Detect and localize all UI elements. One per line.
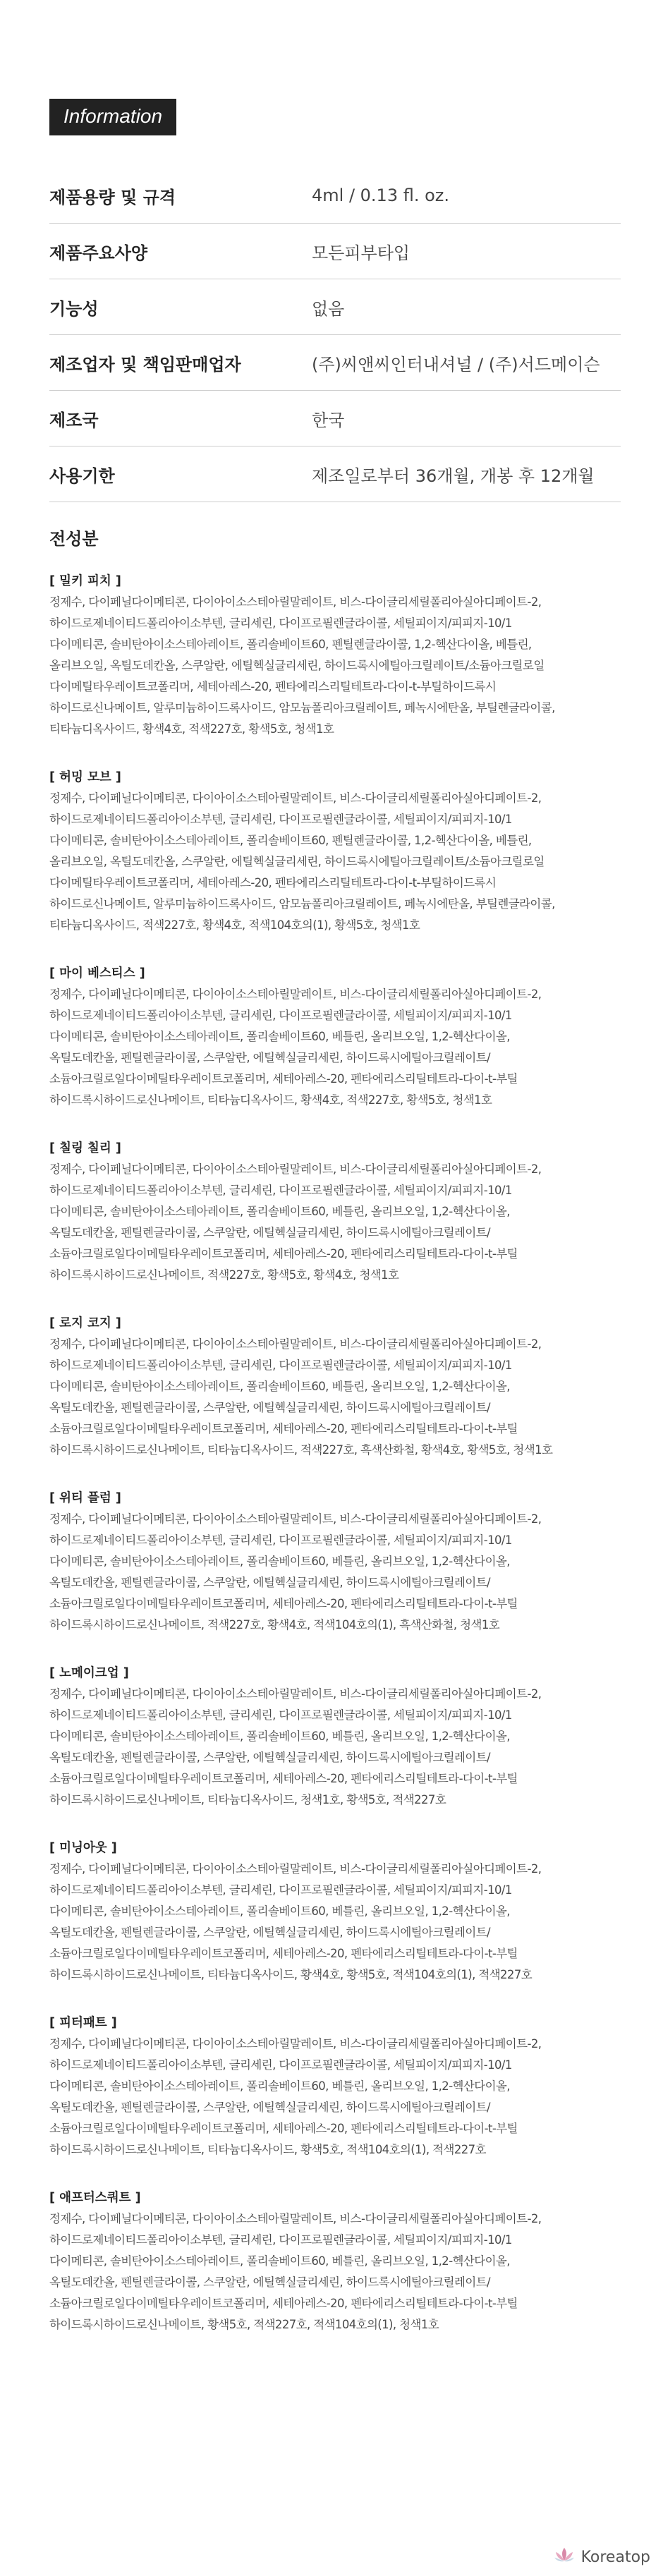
spec-row	[49, 279, 621, 335]
spec-value: 한국	[312, 391, 621, 446]
spec-value: 제조일로부터 36개월, 개봉 후 12개월	[312, 446, 621, 502]
ingredient-text: 정제수, 다이페닐다이메티콘, 다이아이소스테아릴말레이트, 비스-다이글리세릴폴리아실아디페이트-2, 하이드로제네이티드폴리아이소부텐, 글리세린, 다이프로필렌글라이콜, 세틸피이지/피피지-10/1 다이메티콘, 솔비탄아이소스테아레이트, 폴리솔베이트60, 베틀린, 올리브오일, 1,2-헥산다이올, 옥틸도데칸올, 펜틸렌글라이콜, 스쿠알란, 에틸헥실글리세린, 하이드록시에틸아크릴레이트/ 소듐아크릴로일다이메틸타우레이트코폴리머, 세테아레스-20, 펜타에리스리틸테트라-다이-t-부틸 하이드록시하이드로신나메이트, 적색227호, 황색5호, 황색4호, 청색1호	[49, 1162, 542, 1282]
ingredient-text: 정제수, 다이페닐다이메티콘, 다이아이소스테아릴말레이트, 비스-다이글리세릴폴리아실아디페이트-2, 하이드로제네이티드폴리아이소부텐, 글리세린, 다이프로필렌글라이콜, 세틸피이지/피피지-10/1 다이메티콘, 솔비탄아이소스테아레이트, 폴리솔베이트60, 펜틸렌글라이콜, 1,2-헥산다이올, 베틀린, 올리브오일, 옥틸도데칸올, 스쿠알란, 에틸헥실글리세린, 하이드록시에틸아크릴레이트/소듐아크릴로일 다이메틸타우레이트코폴리머, 세테아레스-20, 펜타에리스리틸테트라-다이-t-부틸하이드록시 하이드로신나메이트, 알루미늄하이드록사이드, 암모늄폴리아크릴레이트, 페녹시에탄올, 부틸렌글라이콜, 티타늄디옥사이드, 황색4호, 적색227호, 황색5호, 청색1호	[49, 595, 555, 736]
spec-table	[49, 168, 621, 502]
spec-label: 제품용량 및 규격	[49, 168, 312, 224]
ingredient-block	[49, 2187, 621, 2335]
shade-name: [ 피터패트 ]	[49, 2016, 117, 2030]
brand-name: Koreatop	[580, 2548, 650, 2566]
ingredient-text: 정제수, 다이페닐다이메티콘, 다이아이소스테아릴말레이트, 비스-다이글리세릴폴리아실아디페이트-2, 하이드로제네이티드폴리아이소부텐, 글리세린, 다이프로필렌글라이콜, 세틸피이지/피피지-10/1 다이메티콘, 솔비탄아이소스테아레이트, 폴리솔베이트60, 베틀린, 올리브오일, 1,2-헥산다이올, 옥틸도데칸올, 펜틸렌글라이콜, 스쿠알란, 에틸헥실글리세린, 하이드록시에틸아크릴레이트/ 소듐아크릴로일다이메틸타우레이트코폴리머, 세테아레스-20, 펜타에리스리틸테트라-다이-t-부틸 하이드록시하이드로신나메이트, 티타늄디옥사이드, 적색227호, 흑색산화철, 황색4호, 황색5호, 청색1호	[49, 1337, 553, 1457]
spec-row	[49, 224, 621, 279]
shade-name: [ 미닝아웃 ]	[49, 1841, 117, 1855]
ingredient-block	[49, 767, 621, 936]
spec-label: 기능성	[49, 279, 312, 335]
spec-label: 제조업자 및 책임판매업자	[49, 335, 312, 391]
shade-name: [ 허밍 모브 ]	[49, 770, 121, 784]
shade-name: [ 로지 코지 ]	[49, 1316, 121, 1330]
shade-name: [ 노메이크업 ]	[49, 1666, 129, 1680]
shade-name: [ 밀키 피치 ]	[49, 574, 121, 588]
ingredient-text: 정제수, 다이페닐다이메티콘, 다이아이소스테아릴말레이트, 비스-다이글리세릴폴리아실아디페이트-2, 하이드로제네이티드폴리아이소부텐, 글리세린, 다이프로필렌글라이콜, 세틸피이지/피피지-10/1 다이메티콘, 솔비탄아이소스테아레이트, 폴리솔베이트60, 펜틸렌글라이콜, 1,2-헥산다이올, 베틀린, 올리브오일, 옥틸도데칸올, 스쿠알란, 에틸헥실글리세린, 하이드록시에틸아크릴레이트/소듐아크릴로일 다이메틸타우레이트코폴리머, 세테아레스-20, 펜타에리스리틸테트라-다이-t-부틸하이드록시 하이드로신나메이트, 알루미늄하이드록사이드, 암모늄폴리아크릴레이트, 페녹시에탄올, 부틸렌글라이콜, 티타늄디옥사이드, 적색227호, 황색4호, 적색104호의(1), 황색5호, 청색1호	[49, 791, 555, 932]
ingredient-block	[49, 2012, 621, 2161]
spec-row	[49, 335, 621, 391]
shade-name: [ 애프터스쿼트 ]	[49, 2191, 141, 2205]
spec-label: 사용기한	[49, 446, 312, 502]
ingredient-text: 정제수, 다이페닐다이메티콘, 다이아이소스테아릴말레이트, 비스-다이글리세릴폴리아실아디페이트-2, 하이드로제네이티드폴리아이소부텐, 글리세린, 다이프로필렌글라이콜, 세틸피이지/피피지-10/1 다이메티콘, 솔비탄아이소스테아레이트, 폴리솔베이트60, 베틀린, 올리브오일, 1,2-헥산다이올, 옥틸도데칸올, 펜틸렌글라이콜, 스쿠알란, 에틸헥실글리세린, 하이드록시에틸아크릴레이트/ 소듐아크릴로일다이메틸타우레이트코폴리머, 세테아레스-20, 펜타에리스리틸테트라-다이-t-부틸 하이드록시하이드로신나메이트, 적색227호, 황색4호, 적색104호의(1), 흑색산화철, 청색1호	[49, 1512, 542, 1632]
spec-row	[49, 446, 621, 502]
spec-value: 4ml / 0.13 fl. oz.	[312, 168, 621, 224]
shade-name: [ 위티 플럼 ]	[49, 1491, 121, 1505]
product-information	[49, 99, 621, 2362]
ingredient-text: 정제수, 다이페닐다이메티콘, 다이아이소스테아릴말레이트, 비스-다이글리세릴폴리아실아디페이트-2, 하이드로제네이티드폴리아이소부텐, 글리세린, 다이프로필렌글라이콜, 세틸피이지/피피지-10/1 다이메티콘, 솔비탄아이소스테아레이트, 폴리솔베이트60, 베틀린, 올리브오일, 1,2-헥산다이올, 옥틸도데칸올, 펜틸렌글라이콜, 스쿠알란, 에틸헥실글리세린, 하이드록시에틸아크릴레이트/ 소듐아크릴로일다이메틸타우레이트코폴리머, 세테아레스-20, 펜타에리스리틸테트라-다이-t-부틸 하이드록시하이드로신나메이트, 티타늄디옥사이드, 황색4호, 적색227호, 황색5호, 청색1호	[49, 988, 542, 1107]
ingredient-block	[49, 1138, 621, 1286]
ingredient-text: 정제수, 다이페닐다이메티콘, 다이아이소스테아릴말레이트, 비스-다이글리세릴폴리아실아디페이트-2, 하이드로제네이티드폴리아이소부텐, 글리세린, 다이프로필렌글라이콜, 세틸피이지/피피지-10/1 다이메티콘, 솔비탄아이소스테아레이트, 폴리솔베이트60, 베틀린, 올리브오일, 1,2-헥산다이올, 옥틸도데칸올, 펜틸렌글라이콜, 스쿠알란, 에틸헥실글리세린, 하이드록시에틸아크릴레이트/ 소듐아크릴로일다이메틸타우레이트코폴리머, 세테아레스-20, 펜타에리스리틸테트라-다이-t-부틸 하이드록시하이드로신나메이트, 티타늄디옥사이드, 황색5호, 적색104호의(1), 적색227호	[49, 2037, 542, 2156]
brand-watermark	[553, 2546, 650, 2568]
ingredient-text: 정제수, 다이페닐다이메티콘, 다이아이소스테아릴말레이트, 비스-다이글리세릴폴리아실아디페이트-2, 하이드로제네이티드폴리아이소부텐, 글리세린, 다이프로필렌글라이콜, 세틸피이지/피피지-10/1 다이메티콘, 솔비탄아이소스테아레이트, 폴리솔베이트60, 베틀린, 올리브오일, 1,2-헥산다이올, 옥틸도데칸올, 펜틸렌글라이콜, 스쿠알란, 에틸헥실글리세린, 하이드록시에틸아크릴레이트/ 소듐아크릴로일다이메틸타우레이트코폴리머, 세테아레스-20, 펜타에리스리틸테트라-다이-t-부틸 하이드록시하이드로신나메이트, 티타늄디옥사이드, 황색4호, 황색5호, 적색104호의(1), 적색227호	[49, 1862, 542, 1981]
ingredient-block	[49, 1488, 621, 1636]
spec-label: 제품주요사양	[49, 224, 312, 279]
shade-name: [ 마이 베스티스 ]	[49, 966, 145, 980]
spec-row	[49, 168, 621, 224]
information-badge: Information	[49, 99, 176, 135]
ingredient-text: 정제수, 다이페닐다이메티콘, 다이아이소스테아릴말레이트, 비스-다이글리세릴폴리아실아디페이트-2, 하이드로제네이티드폴리아이소부텐, 글리세린, 다이프로필렌글라이콜, 세틸피이지/피피지-10/1 다이메티콘, 솔비탄아이소스테아레이트, 폴리솔베이트60, 베틀린, 올리브오일, 1,2-헥산다이올, 옥틸도데칸올, 펜틸렌글라이콜, 스쿠알란, 에틸헥실글리세린, 하이드록시에틸아크릴레이트/ 소듐아크릴로일다이메틸타우레이트코폴리머, 세테아레스-20, 펜타에리스리틸테트라-다이-t-부틸 하이드록시하이드로신나메이트, 티타늄디옥사이드, 청색1호, 황색5호, 적색227호	[49, 1687, 542, 1806]
spec-label: 제조국	[49, 391, 312, 446]
shade-name: [ 칠링 칠리 ]	[49, 1141, 121, 1155]
ingredient-block	[49, 963, 621, 1111]
spec-value: 모든피부타입	[312, 224, 621, 279]
lotus-icon	[553, 2546, 576, 2568]
ingredient-block	[49, 1313, 621, 1461]
spec-value: (주)씨앤씨인터내셔널 / (주)서드메이슨	[312, 335, 621, 391]
ingredient-block	[49, 1837, 621, 1986]
ingredient-text: 정제수, 다이페닐다이메티콘, 다이아이소스테아릴말레이트, 비스-다이글리세릴폴리아실아디페이트-2, 하이드로제네이티드폴리아이소부텐, 글리세린, 다이프로필렌글라이콜, 세틸피이지/피피지-10/1 다이메티콘, 솔비탄아이소스테아레이트, 폴리솔베이트60, 베틀린, 올리브오일, 1,2-헥산다이올, 옥틸도데칸올, 펜틸렌글라이콜, 스쿠알란, 에틸헥실글리세린, 하이드록시에틸아크릴레이트/ 소듐아크릴로일다이메틸타우레이트코폴리머, 세테아레스-20, 펜타에리스리틸테트라-다이-t-부틸 하이드록시하이드로신나메이트, 황색5호, 적색227호, 적색104호의(1), 청색1호	[49, 2212, 542, 2331]
spec-row	[49, 391, 621, 446]
ingredient-block	[49, 1663, 621, 1811]
ingredient-block	[49, 571, 621, 740]
ingredient-list	[49, 571, 621, 2335]
ingredients-title: 전성분	[49, 529, 99, 549]
spec-value: 없음	[312, 279, 621, 335]
